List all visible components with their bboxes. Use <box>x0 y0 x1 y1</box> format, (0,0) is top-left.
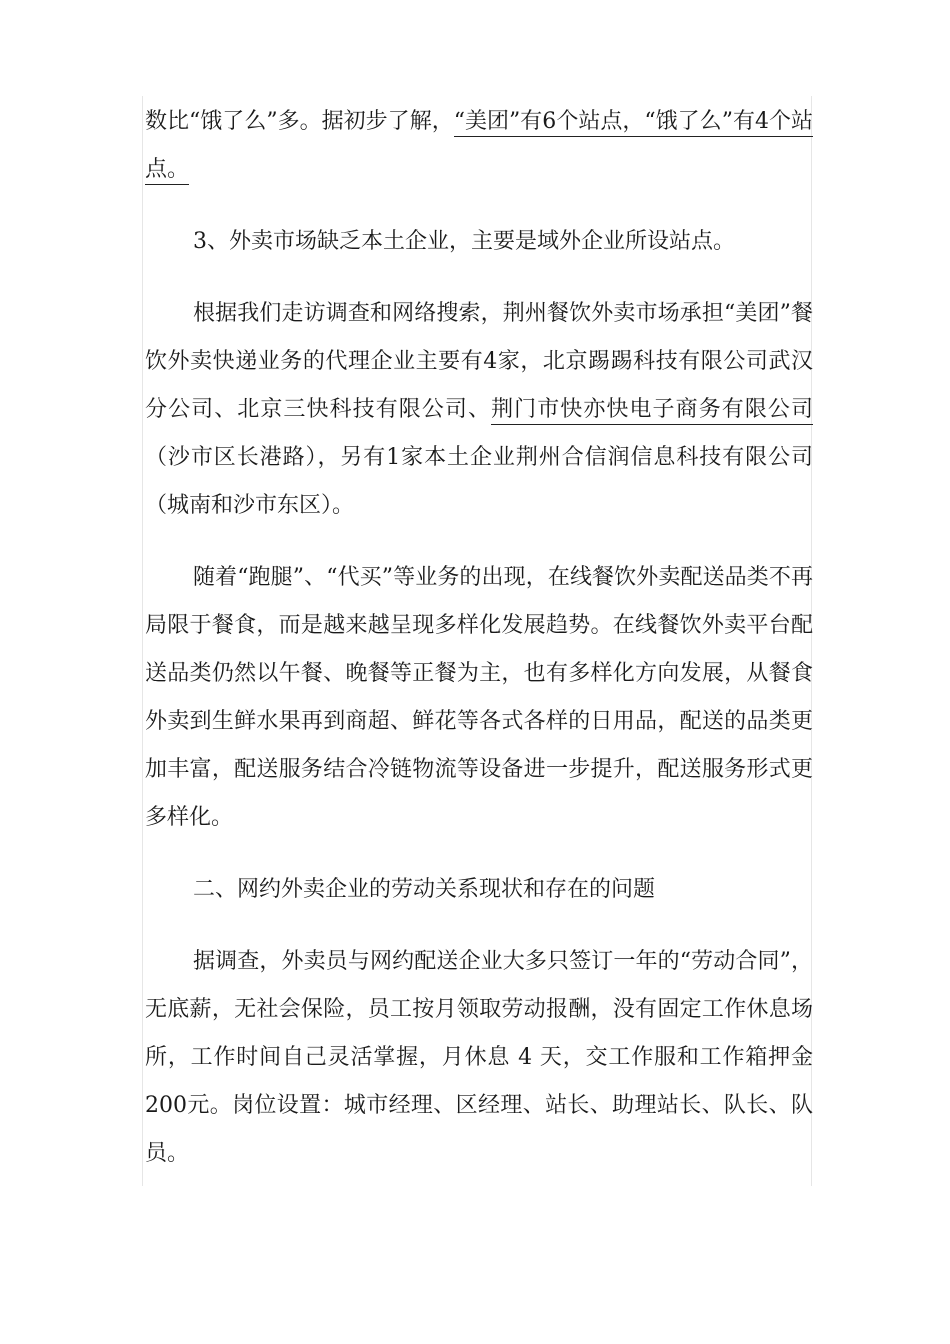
underlined-station-counts: “美团”有6个站点，“饿了么”有4个站点。 <box>145 109 813 185</box>
paragraph-item-3: 3、外卖市场缺乏本土企业，主要是域外企业所设站点。 <box>193 229 735 254</box>
document-body <box>145 98 813 1178</box>
paragraph-agents <box>145 290 813 530</box>
section-heading-labor-relations: 二、网约外卖企业的劳动关系现状和存在的问题 <box>193 877 656 902</box>
paragraph-diversification: 随着“跑腿”、“代买”等业务的出现，在线餐饮外卖配送品类不再局限于餐食，而是越来越呈现多样化发展趋势。在线餐饮外卖平台配送品类仍然以午餐、晚餐等正餐为主，也有多样化方向发展，从餐食外卖到生鲜水果再到商超、鲜花等各式各样的日用品，配送的品类更加丰富，配送服务结合冷链物流等设备进一步提升，配送服务形式更多样化。 <box>145 565 813 830</box>
underlined-company-name: 荆门市快亦快电子商务有限公司 <box>491 397 813 425</box>
paragraph-station-counts-lead: 数比“饿了么”多。据初步了解， <box>145 109 454 134</box>
paragraph-survey: 据调查，外卖员与网约配送企业大多只签订一年的“劳动合同”，无底薪，无社会保险，员工按月领取劳动报酬，没有固定工作休息场所，工作时间自己灵活掌握，月休息 4 天，交工作服和工作箱押金200元。岗位设置：城市经理、区经理、站长、助理站长、队长、队员。 <box>145 949 813 1166</box>
paragraph-agents-part1: 根据我们走访调查和网络搜索，荆州餐饮外卖市场承担“美团”餐饮外卖快递业务的代理企业主要有4家，北京踢踢科技有限公司武汉分公司、北京三快科技有限公司、 <box>145 301 813 422</box>
paragraph-station-counts <box>145 98 813 194</box>
paragraph-agents-part2: （沙市区长港路），另有1家本土企业荆州合信润信息科技有限公司（城南和沙市东区）。 <box>145 445 813 518</box>
